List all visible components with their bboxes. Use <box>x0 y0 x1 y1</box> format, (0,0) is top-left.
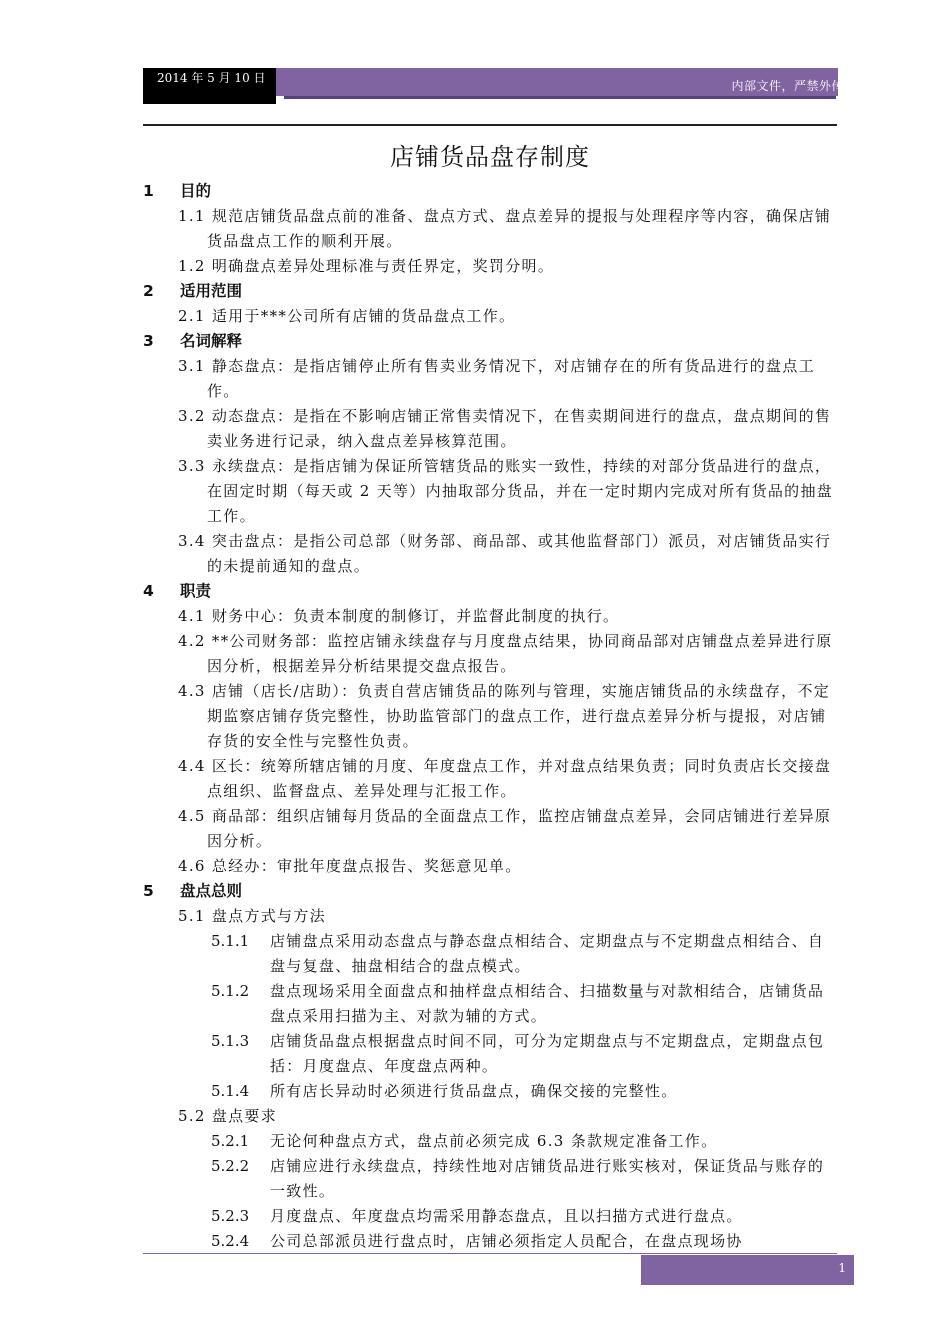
clause: 4.3 店铺（店长/店助）：负责自营店铺货品的陈列与管理，实施店铺货品的永续盘存，不定期监察店铺存货完整性，协助监管部门的盘点工作，进行盘点差异分析与提报，对店铺存货的安全性与完整性负责。 <box>178 682 831 750</box>
sub-clause-text: 公司总部派员进行盘点时，店铺必须指定人员配合，在盘点现场协 <box>270 1232 743 1250</box>
top-rule <box>143 124 837 126</box>
clause: 3.4 突击盘点：是指公司总部（财务部、商品部、或其他监督部门）派员，对店铺货品实行的未提前通知的盘点。 <box>178 532 832 575</box>
section-number: 5 <box>143 882 154 900</box>
section-heading <box>143 329 837 354</box>
sub-clause <box>211 1229 837 1254</box>
sub-clause-number: 5.2.3 <box>211 1207 250 1225</box>
section-title: 职责 <box>180 582 212 600</box>
section-title: 盘点总则 <box>180 882 243 900</box>
header-notice: 内部文件，严禁外传 <box>731 79 844 93</box>
sub-clause <box>211 1029 837 1079</box>
page-number: 1 <box>838 1261 846 1275</box>
clause: 4.6 总经办：审批年度盘点报告、奖惩意见单。 <box>178 857 522 875</box>
sub-clause-number: 5.1.3 <box>211 1032 250 1050</box>
sub-clause-text: 店铺货品盘点根据盘点时间不同，可分为定期盘点与不定期盘点，定期盘点包括：月度盘点、年度盘点两种。 <box>270 1032 825 1075</box>
clause-heading: 5.2 盘点要求 <box>178 1107 278 1125</box>
clause: 3.1 静态盘点：是指店铺停止所有售卖业务情况下，对店铺存在的所有货品进行的盘点工作。 <box>178 357 815 400</box>
section-title: 目的 <box>180 182 212 200</box>
clause: 1.1 规范店铺货品盘点前的准备、盘点方式、盘点差异的提报与处理程序等内容，确保店铺货品盘点工作的顺利开展。 <box>178 207 832 250</box>
sub-clause-text: 所有店长异动时必须进行货品盘点，确保交接的完整性。 <box>270 1082 678 1100</box>
section-number: 2 <box>143 282 154 300</box>
sub-clause-number: 5.1.2 <box>211 982 250 1000</box>
sub-clause-text: 盘点现场采用全面盘点和抽样盘点相结合、扫描数量与对款相结合，店铺货品盘点采用扫描为主、对款为辅的方式。 <box>270 982 825 1025</box>
section-title: 名词解释 <box>180 332 243 350</box>
clause: 3.3 永续盘点：是指店铺为保证所管辖货品的账实一致性，持续的对部分货品进行的盘点，在固定时期（每天或 2 天等）内抽取部分货品，并在一定时期内完成对所有货品的抽盘工作。 <box>178 457 834 525</box>
sub-clause-number: 5.2.2 <box>211 1157 250 1175</box>
sub-clause-text: 店铺盘点采用动态盘点与静态盘点相结合、定期盘点与不定期盘点相结合、自盘与复盘、抽盘相结合的盘点模式。 <box>270 932 825 975</box>
clause: 4.2 **公司财务部：监控店铺永续盘存与月度盘点结果，协同商品部对店铺盘点差异进行原因分析，根据差异分析结果提交盘点报告。 <box>178 632 833 675</box>
footer-band <box>641 1255 854 1285</box>
clause: 4.5 商品部：组织店铺每月货品的全面盘点工作，监控店铺盘点差异，会同店铺进行差异原因分析。 <box>178 807 832 850</box>
header-date: 2014 年 5 月 10 日 <box>143 68 276 104</box>
sub-clause-number: 5.2.1 <box>211 1132 250 1150</box>
clause: 2.1 适用于***公司所有店铺的货品盘点工作。 <box>178 307 516 325</box>
sub-clause-number: 5.1.4 <box>211 1082 250 1100</box>
section-number: 1 <box>143 182 154 200</box>
sub-clause <box>211 1129 837 1154</box>
section-heading <box>143 179 837 204</box>
sub-clause-number: 5.1.1 <box>211 932 250 950</box>
clause: 4.1 财务中心：负责本制度的制修订，并监督此制度的执行。 <box>178 607 620 625</box>
sub-clause <box>211 979 837 1029</box>
footer-rule <box>143 1253 837 1254</box>
section-heading <box>143 579 837 604</box>
section-title: 适用范围 <box>180 282 243 300</box>
header-underline <box>284 96 836 99</box>
section-heading <box>143 879 837 904</box>
sub-clause <box>211 1204 837 1229</box>
sub-clause-text: 无论何种盘点方式，盘点前必须完成 6.3 条款规定准备工作。 <box>270 1132 718 1150</box>
sub-clause <box>211 929 837 979</box>
clause: 4.4 区长：统筹所辖店铺的月度、年度盘点工作，并对盘点结果负责；同时负责店长交接盘点组织、监督盘点、差异处理与汇报工作。 <box>178 757 832 800</box>
clause-heading: 5.1 盘点方式与方法 <box>178 907 326 925</box>
document-body <box>143 179 837 1254</box>
section-number: 4 <box>143 582 154 600</box>
section-heading <box>143 279 837 304</box>
sub-clause-text: 月度盘点、年度盘点均需采用静态盘点，且以扫描方式进行盘点。 <box>270 1207 743 1225</box>
sub-clause-text: 店铺应进行永续盘点，持续性地对店铺货品进行账实核对，保证货品与账存的一致性。 <box>270 1157 825 1200</box>
sub-clause-number: 5.2.4 <box>211 1232 250 1250</box>
document-title: 店铺货品盘存制度 <box>390 143 590 171</box>
sub-clause <box>211 1154 837 1204</box>
clause: 1.2 明确盘点差异处理标准与责任界定，奖罚分明。 <box>178 257 555 275</box>
section-number: 3 <box>143 332 154 350</box>
clause: 3.2 动态盘点：是指在不影响店铺正常售卖情况下，在售卖期间进行的盘点，盘点期间的售卖业务进行记录，纳入盘点差异核算范围。 <box>178 407 832 450</box>
sub-clause <box>211 1079 837 1104</box>
